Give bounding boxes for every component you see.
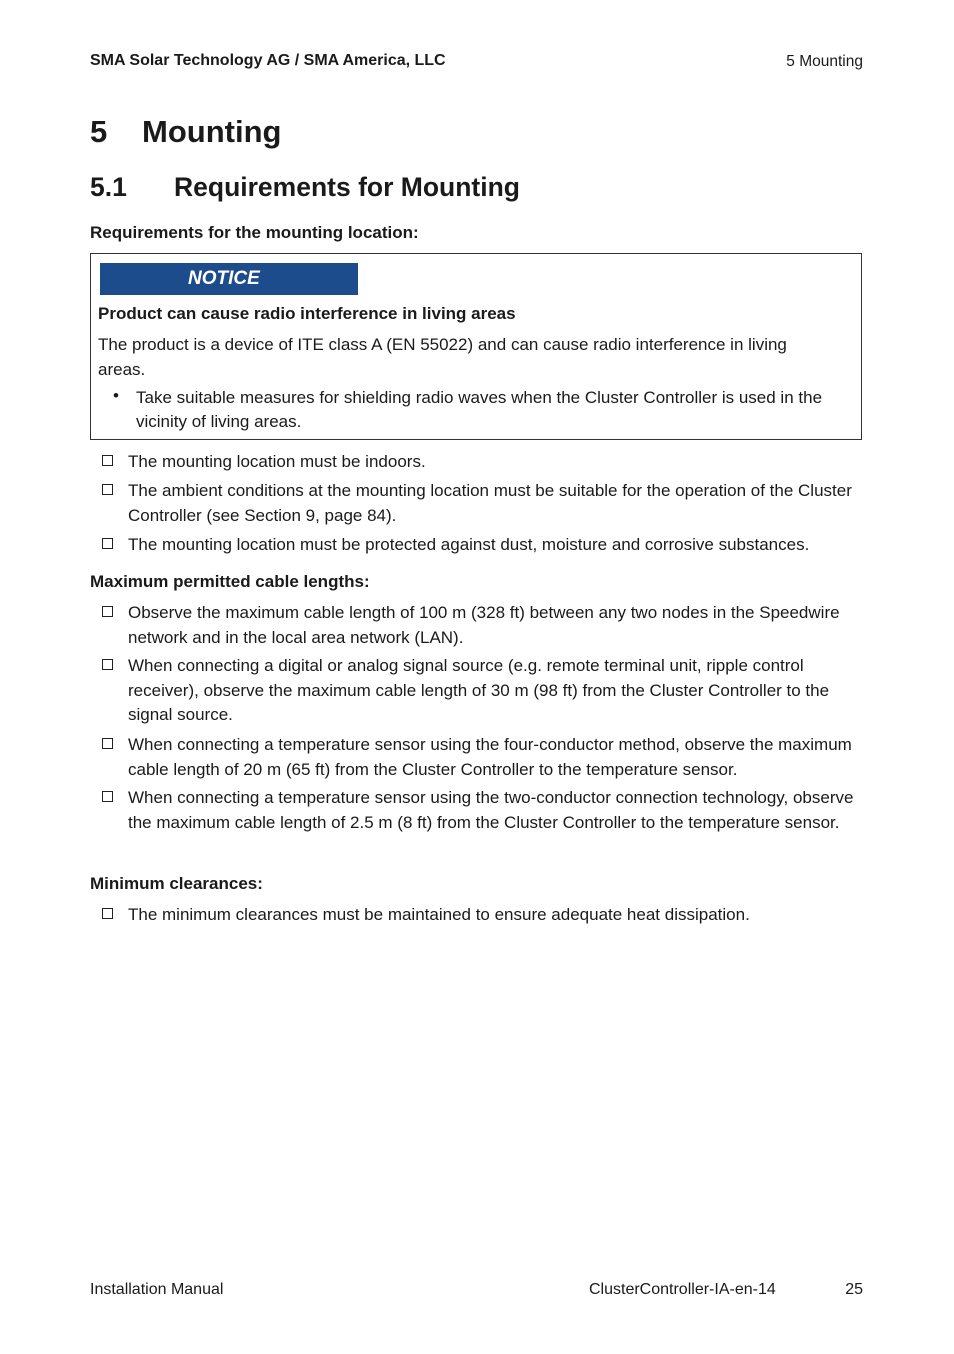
footer-page-number: 25 <box>845 1281 863 1298</box>
checkbox-icon <box>102 908 113 919</box>
section-number: 5.1 <box>90 172 127 202</box>
header-company: SMA Solar Technology AG / SMA America, LLC <box>90 52 446 69</box>
requirement-text: The mounting location must be indoors. <box>128 452 426 471</box>
footer-doc-id: ClusterController-IA-en-14 <box>589 1281 776 1298</box>
notice-title: Product can cause radio interference in living areas <box>98 304 516 323</box>
requirement-text: When connecting a digital or analog signal source (e.g. remote terminal unit, ripple control receiver), observe the maximum cable length of 30 m (98 ft) from the Cluster Controller to the signal source. <box>128 656 830 724</box>
header-chapter: 5 Mounting <box>786 53 863 70</box>
checkbox-icon <box>102 455 113 466</box>
chapter-number: 5 <box>90 114 108 149</box>
checkbox-icon <box>102 606 113 617</box>
notice-bullet-text: Take suitable measures for shielding radio waves when the Cluster Controller is used in the vicinity of living areas. <box>136 388 823 431</box>
notice-box <box>90 253 862 440</box>
location-heading: Requirements for the mounting location: <box>90 223 419 242</box>
bullet-icon: • <box>113 386 119 405</box>
checkbox-icon <box>102 738 113 749</box>
cables-heading: Maximum permitted cable lengths: <box>90 572 370 591</box>
requirement-text: The ambient conditions at the mounting location must be suitable for the operation of the Cluster Controller (see Section 9, page 84). <box>128 481 852 525</box>
section-title <box>90 172 520 203</box>
notice-body: The product is a device of ITE class A (EN 55022) and can cause radio interference in living areas. <box>98 335 787 379</box>
requirement-text: The minimum clearances must be maintained to ensure adequate heat dissipation. <box>128 905 750 924</box>
footer-manual: Installation Manual <box>90 1281 224 1298</box>
section-title-text: Requirements for Mounting <box>174 172 520 202</box>
chapter-title <box>90 114 281 150</box>
checkbox-icon <box>102 538 113 549</box>
notice-label: NOTICE <box>188 268 260 289</box>
requirement-text: The mounting location must be protected against dust, moisture and corrosive substances. <box>128 535 810 554</box>
checkbox-icon <box>102 659 113 670</box>
requirement-text: Observe the maximum cable length of 100 m (328 ft) between any two nodes in the Speedwire network and in the local area network (LAN). <box>128 603 840 647</box>
notice-banner <box>100 263 358 295</box>
chapter-title-text: Mounting <box>142 114 282 149</box>
requirement-text: When connecting a temperature sensor using the four-conductor method, observe the maximum cable length of 20 m (65 ft) from the Cluster Controller to the temperature sensor. <box>128 735 852 779</box>
checkbox-icon <box>102 484 113 495</box>
clearances-heading: Minimum clearances: <box>90 874 263 893</box>
checkbox-icon <box>102 791 113 802</box>
requirement-text: When connecting a temperature sensor using the two-conductor connection technology, observe the maximum cable length of 2.5 m (8 ft) from the Cluster Controller to the temperature sensor. <box>128 788 854 832</box>
